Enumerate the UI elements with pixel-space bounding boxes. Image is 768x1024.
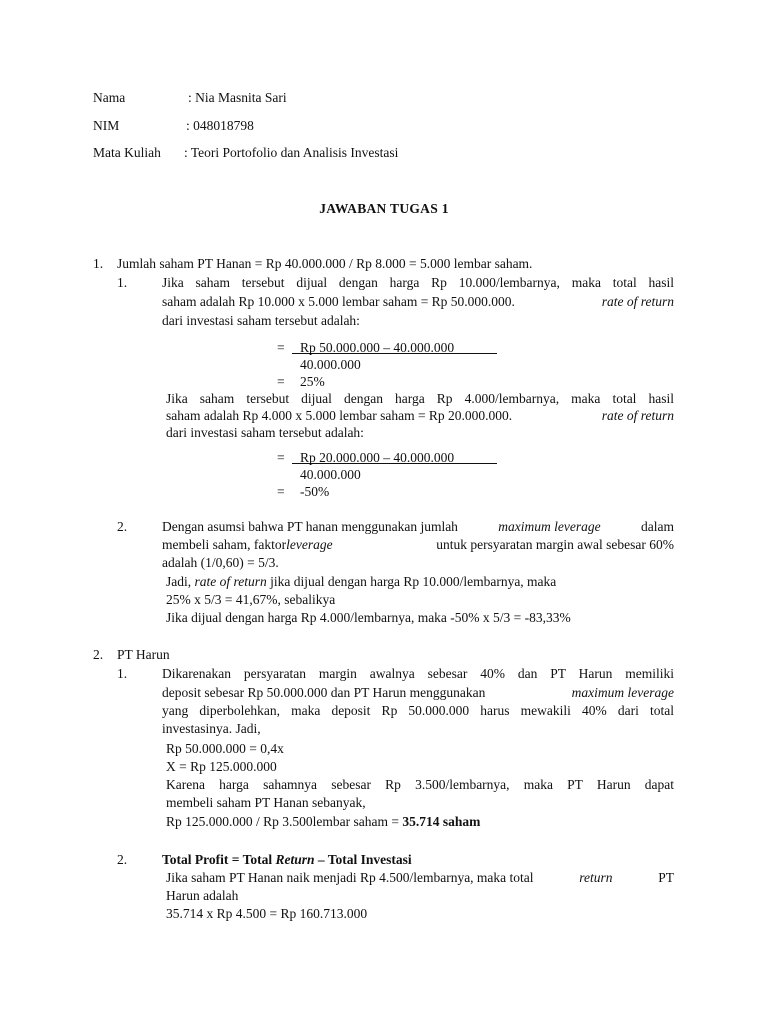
q2b-heading-part-3: – Total Investasi [317,852,412,867]
q2a-number: 1. [117,666,128,681]
q2a-line-2-text: deposit sebesar Rp 50.000.000 dan PT Harun menggunakan [162,685,486,700]
q1b-line-5: 25% x 5/3 = 41,67%, sebalikya [166,592,336,607]
q2b-line-1-return: return [579,870,613,885]
q1b-line-1-text: Dengan asumsi bahwa PT hanan menggunakan jumlah [162,519,458,534]
fraction-1-numerator: Rp 50.000.000 – 40.000.000 [300,340,455,355]
q1a-line-6: dari investasi saham tersebut adalah: [166,425,364,440]
q1b-line-1-end: dalam [641,519,674,534]
fraction-1-result-equals: = [277,374,285,389]
q1b-line-3: adalah (1/0,60) = 5/3. [162,555,279,570]
fraction-1-denominator: 40.000.000 [300,357,361,372]
fraction-1-bar [292,353,497,354]
q1b-line-6: Jika dijual dengan harga Rp 4.000/lembarnya, maka -50% x 5/3 = -83,33% [166,610,571,625]
q2b-heading [162,850,412,869]
q1b-line-2 [162,535,674,554]
fraction-2-denominator: 40.000.000 [300,467,361,482]
q1a-line-4: Jika saham tersebut dijual dengan harga Rp 4.000/lembarnya, maka total hasil [166,391,674,406]
q1b-line-4-jadi: Jadi, [166,574,192,589]
q2b-line-3: 35.714 x Rp 4.500 = Rp 160.713.000 [166,906,368,921]
q2b-heading-part-1: Total Profit = Total [162,852,273,867]
q1a-line-2-rate-of-return: rate of return [601,294,674,309]
q2a-line-6: X = Rp 125.000.000 [166,759,277,774]
q2a-line-9-text: Rp 125.000.000 / Rp 3.500lembar saham = [166,814,399,829]
q1b-line-2-text [162,535,333,554]
q2b-line-1-text: Jika saham PT Hanan naik menjadi Rp 4.500/lembarnya, maka total [166,870,534,885]
q1b-line-4 [166,572,556,591]
nim-label: NIM [93,118,120,133]
q2b-line-2: Harun adalah [166,888,239,903]
q2a-line-3: yang diperbolehkan, maka deposit Rp 50.000.000 harus mewakili 40% dari total [162,703,674,718]
q2b-line-1 [166,868,674,887]
q1a-line-1: Jika saham tersebut dijual dengan harga Rp 10.000/lembarnya, maka total hasil [162,275,674,290]
q1a-number: 1. [117,275,128,290]
q2a-line-1: Dikarenakan persyaratan margin awalnya sebesar 40% dan PT Harun memiliki [162,666,674,681]
mata-kuliah-value: : Teori Portofolio dan Analisis Investasi [184,145,399,160]
q2b-number: 2. [117,852,128,867]
q2-number: 2. [93,647,104,662]
nim-value: : 048018798 [186,118,254,133]
q1b-line-2-end: untuk persyaratan margin awal sebesar 60% [436,537,674,552]
q2a-line-9-result: 35.714 saham [402,814,481,829]
q2a-line-5: Rp 50.000.000 = 0,4x [166,741,284,756]
q2a-line-8: membeli saham PT Hanan sebanyak, [166,795,366,810]
q1a-line-2 [162,292,674,311]
q2a-line-4: investasinya. Jadi, [162,721,261,736]
fraction-1-result: 25% [300,374,325,389]
q1b-line-2-faktor: membeli saham, faktor [162,537,287,552]
q2b-heading-return: Return [275,852,315,867]
q1b-line-4-rest: jika dijual dengan harga Rp 10.000/lembarnya, maka [270,574,557,589]
q1b-line-4-rate-of-return: rate of return [194,574,267,589]
q1-intro: Jumlah saham PT Hanan = Rp 40.000.000 / Rp 8.000 = 5.000 lembar saham. [117,256,533,271]
q2a-line-9 [166,812,480,831]
q2b-line-1-end: PT [658,870,674,885]
page-title: JAWABAN TUGAS 1 [319,201,449,216]
q2a-line-2 [162,683,674,702]
q1a-line-2-text: saham adalah Rp 10.000 x 5.000 lembar saham = Rp 50.000.000. [162,294,515,309]
q1b-number: 2. [117,519,128,534]
fraction-2-result: -50% [300,484,330,499]
fraction-1-equals: = [277,340,285,355]
fraction-2-bar [292,463,497,464]
q1a-line-5-rate-of-return: rate of return [601,408,674,423]
q2a-line-7: Karena harga sahamnya sebesar Rp 3.500/lembarnya, maka PT Harun dapat [166,777,674,792]
nama-value: : Nia Masnita Sari [188,90,287,105]
fraction-2-equals: = [277,450,285,465]
q1a-line-3: dari investasi saham tersebut adalah: [162,313,360,328]
fraction-2-result-equals: = [277,484,285,499]
q2a-line-2-maximum-leverage: maximum leverage [571,685,674,700]
fraction-2-numerator: Rp 20.000.000 – 40.000.000 [300,450,455,465]
mata-kuliah-label: Mata Kuliah [93,145,161,160]
q1b-line-1-maximum-leverage: maximum leverage [498,519,601,534]
q1-number: 1. [93,256,104,271]
q1b-line-2-leverage: leverage [286,537,333,552]
nama-label: Nama [93,90,126,105]
q1a-line-5-text: saham adalah Rp 4.000 x 5.000 lembar saham = Rp 20.000.000. [166,408,513,423]
q2-intro: PT Harun [117,647,170,662]
q1b-line-1 [162,517,674,536]
